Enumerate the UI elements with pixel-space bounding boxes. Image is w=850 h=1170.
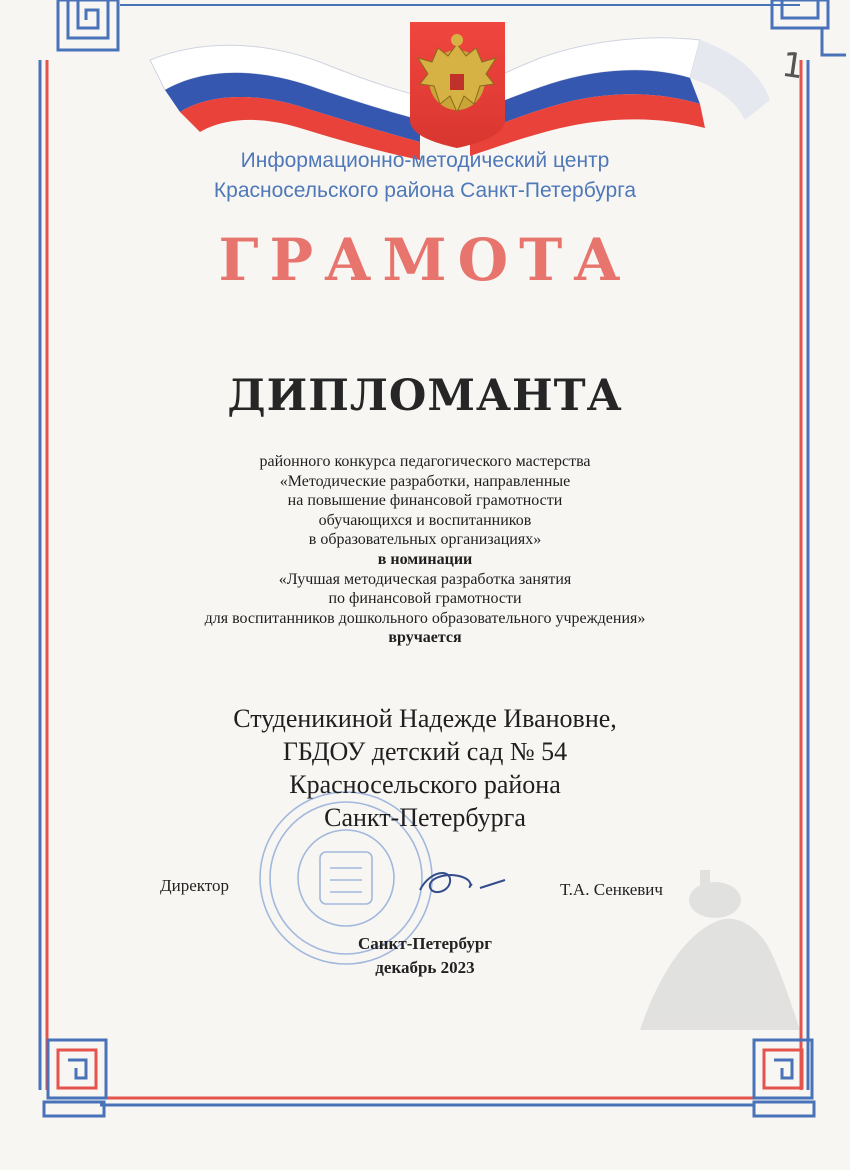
organization-name-line: Красносельского района Санкт-Петербурга — [213, 179, 637, 202]
awarded-label: вручается — [388, 629, 462, 647]
corner-ornament-bottom-left — [44, 1040, 106, 1116]
corner-ornament-top-left — [58, 0, 118, 50]
nomination-line: по финансовой грамотности — [328, 590, 522, 608]
recipient-line: Красносельского района — [289, 770, 561, 799]
footer-date: декабрь 2023 — [375, 958, 475, 977]
nomination-line: для воспитанников дошкольного образовательного учреждения» — [204, 609, 646, 627]
description-line: обучающихся и воспитанников — [318, 511, 532, 529]
document-type-title: ГРАМОТА — [218, 226, 632, 294]
description-line: на повышение финансовой грамотности — [287, 492, 563, 510]
signatory-name: Т.А. Сенкевич — [560, 880, 663, 899]
award-description — [0, 452, 850, 648]
signature-mark — [420, 873, 505, 892]
handwritten-page-number: 1 — [779, 44, 807, 88]
nomination-label: в номинации — [377, 550, 473, 568]
organization-name — [0, 146, 850, 206]
nomination-line: «Лучшая методическая разработка занятия — [278, 570, 572, 588]
signatory-title: Директор — [160, 876, 229, 895]
recipient-block — [0, 702, 850, 834]
organization-name-line: Информационно-методический центр — [240, 149, 610, 172]
corner-ornament-bottom-right — [754, 1040, 814, 1116]
description-line: «Методические разработки, направленные — [279, 472, 571, 490]
recipient-line: ГБДОУ детский сад № 54 — [282, 737, 568, 766]
document-subtitle: ДИПЛОМАНТА — [227, 371, 623, 421]
corner-ornament-top-right — [772, 0, 846, 55]
description-line: в образовательных организациях» — [308, 531, 542, 549]
coat-of-arms-icon — [410, 22, 505, 148]
recipient-line: Студеникиной Надежде Ивановне, — [233, 704, 617, 733]
recipient-line: Санкт-Петербурга — [324, 803, 526, 832]
description-line: районного конкурса педагогического мастерства — [259, 453, 591, 470]
footer-city: Санкт-Петербург — [357, 934, 493, 953]
